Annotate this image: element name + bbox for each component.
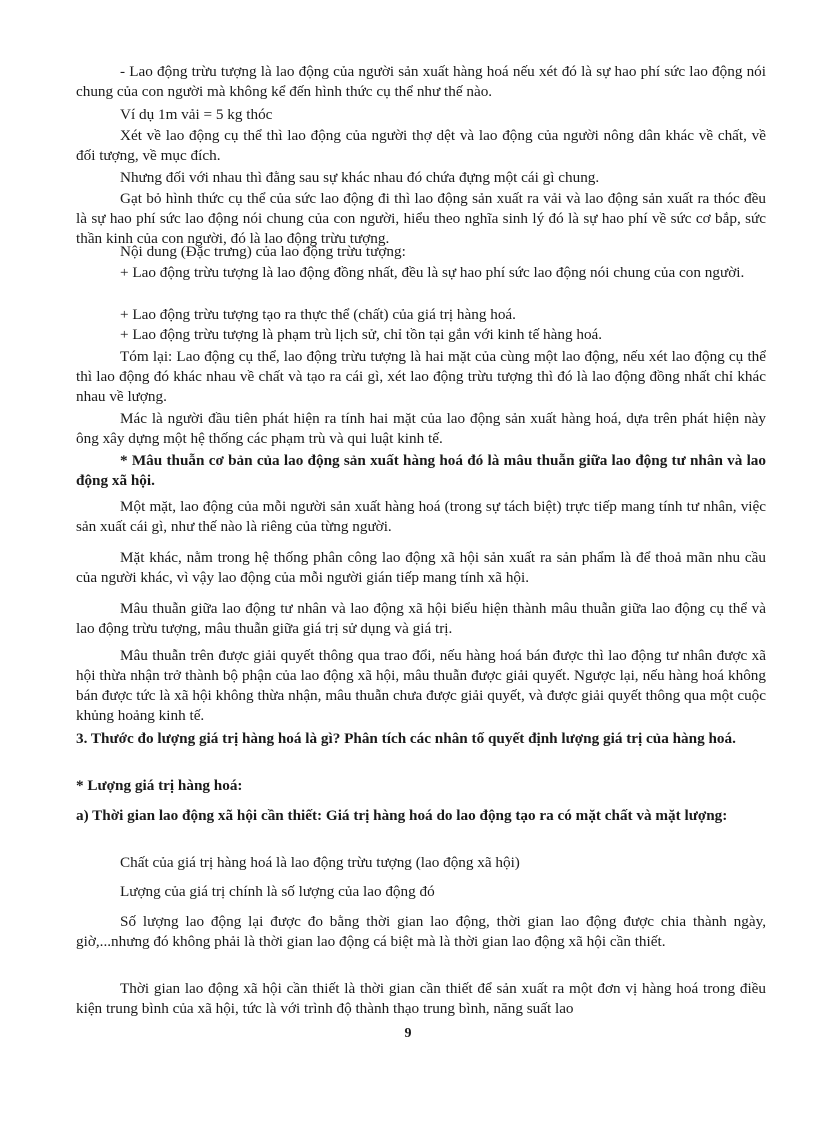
subheading: a) Thời gian lao động xã hội cần thiết: Giá trị hàng hoá do lao động tạo ra có mặt chất và mặt lượng: <box>76 807 728 824</box>
paragraph: Mâu thuẫn giữa lao động tư nhân và lao động xã hội biểu hiện thành mâu thuẫn giữa lao động cụ thể và lao động trừu tượng, mâu thuẫn giữa giá trị sử dụng và giá trị. <box>76 600 766 637</box>
paragraph: Nội dung (Đặc trưng) của lao động trừu tượng: <box>120 243 406 260</box>
paragraph: Mặt khác, nằm trong hệ thống phân công lao động xã hội sản xuất ra sản phẩm là để thoả mãn nhu cầu của người khác, vì vậy lao động của mỗi người gián tiếp mang tính xã hội. <box>76 549 766 586</box>
section-heading: 3. Thước đo lượng giá trị hàng hoá là gì? Phân tích các nhân tố quyết định lượng giá trị của hàng hoá. <box>76 730 736 747</box>
paragraph: Xét về lao động cụ thể thì lao động của người thợ dệt và lao động của người nông dân khác về chất, về đối tượng, về mục đích. <box>76 127 766 164</box>
paragraph: Số lượng lao động lại được đo bằng thời gian lao động, thời gian lao động được chia thành ngày, giờ,...nhưng đó không phải là thời gian lao động cá biệt mà là thời gian lao động xã hội cần thiết. <box>76 913 766 950</box>
paragraph: Một mặt, lao động của mỗi người sản xuất hàng hoá (trong sự tách biệt) trực tiếp mang tính tư nhân, việc sản xuất cái gì, như thế nào là riêng của từng người. <box>76 498 766 535</box>
section-heading: * Mâu thuẫn cơ bản của lao động sản xuất hàng hoá đó là mâu thuẫn giữa lao động tư nhân và lao động xã hội. <box>76 452 766 489</box>
paragraph: Nhưng đối với nhau thì đằng sau sự khác nhau đó chứa đựng một cái gì chung. <box>120 169 600 186</box>
paragraph: - Lao động trừu tượng là lao động của người sản xuất hàng hoá nếu xét đó là sự hao phí sức lao động nói chung của con người mà không kể đến hình thức cụ thể như thế nào. <box>76 63 766 100</box>
paragraph: Lượng của giá trị chính là số lượng của lao động đó <box>120 883 435 900</box>
paragraph: Mâu thuẫn trên được giải quyết thông qua trao đổi, nếu hàng hoá bán được thì lao động tư nhân được xã hội thừa nhận trở thành bộ phận của lao động xã hội, mâu thuẫn được giải quyết. Ngược lại, nếu hàng hoá không bán được tức là xã hội không thừa nhận, mâu thuẫn chưa được giải quyết, và được giải quyết thông qua một cuộc khủng hoảng kinh tế. <box>76 647 766 724</box>
paragraph: Ví dụ 1m vải = 5 kg thóc <box>120 106 273 123</box>
page-number: 9 <box>404 1026 412 1041</box>
paragraph: + Lao động trừu tượng là lao động đồng nhất, đều là sự hao phí sức lao động nói chung của con người. <box>120 264 745 281</box>
paragraph: + Lao động trừu tượng là phạm trù lịch sử, chỉ tồn tại gắn với kinh tế hàng hoá. <box>120 326 603 343</box>
paragraph: Chất của giá trị hàng hoá là lao động trừu tượng (lao động xã hội) <box>120 854 520 871</box>
paragraph: Thời gian lao động xã hội cần thiết là thời gian cần thiết để sản xuất ra một đơn vị hàng hoá trong điều kiện trung bình của xã hội, tức là với trình độ thành thạo trung bình, năng suất lao <box>76 980 766 1017</box>
paragraph: Mác là người đầu tiên phát hiện ra tính hai mặt của lao động sản xuất hàng hoá, dựa trên phát hiện này ông xây dựng một hệ thống các phạm trù và qui luật kinh tế. <box>76 410 766 447</box>
paragraph: + Lao động trừu tượng tạo ra thực thể (chất) của giá trị hàng hoá. <box>120 306 516 323</box>
subheading: * Lượng giá trị hàng hoá: <box>76 777 243 794</box>
paragraph: Gạt bỏ hình thức cụ thể của sức lao động đi thì lao động sản xuất ra vải và lao động sản xuất ra thóc đều là sự hao phí sức lao động nói chung của con người, hiểu theo nghĩa sinh lý đó là sự hao phí về sức cơ bắp, sức thần kinh của con người, đó là lao động trừu tượng. <box>76 190 766 247</box>
paragraph: Tóm lại: Lao động cụ thể, lao động trừu tượng là hai mặt của cùng một lao động, nếu xét lao động cụ thể thì lao động đó khác nhau về chất và tạo ra cái gì, xét lao động trừu tượng thì đó là lao động đồng nhất chỉ khác nhau về lượng. <box>76 348 766 405</box>
